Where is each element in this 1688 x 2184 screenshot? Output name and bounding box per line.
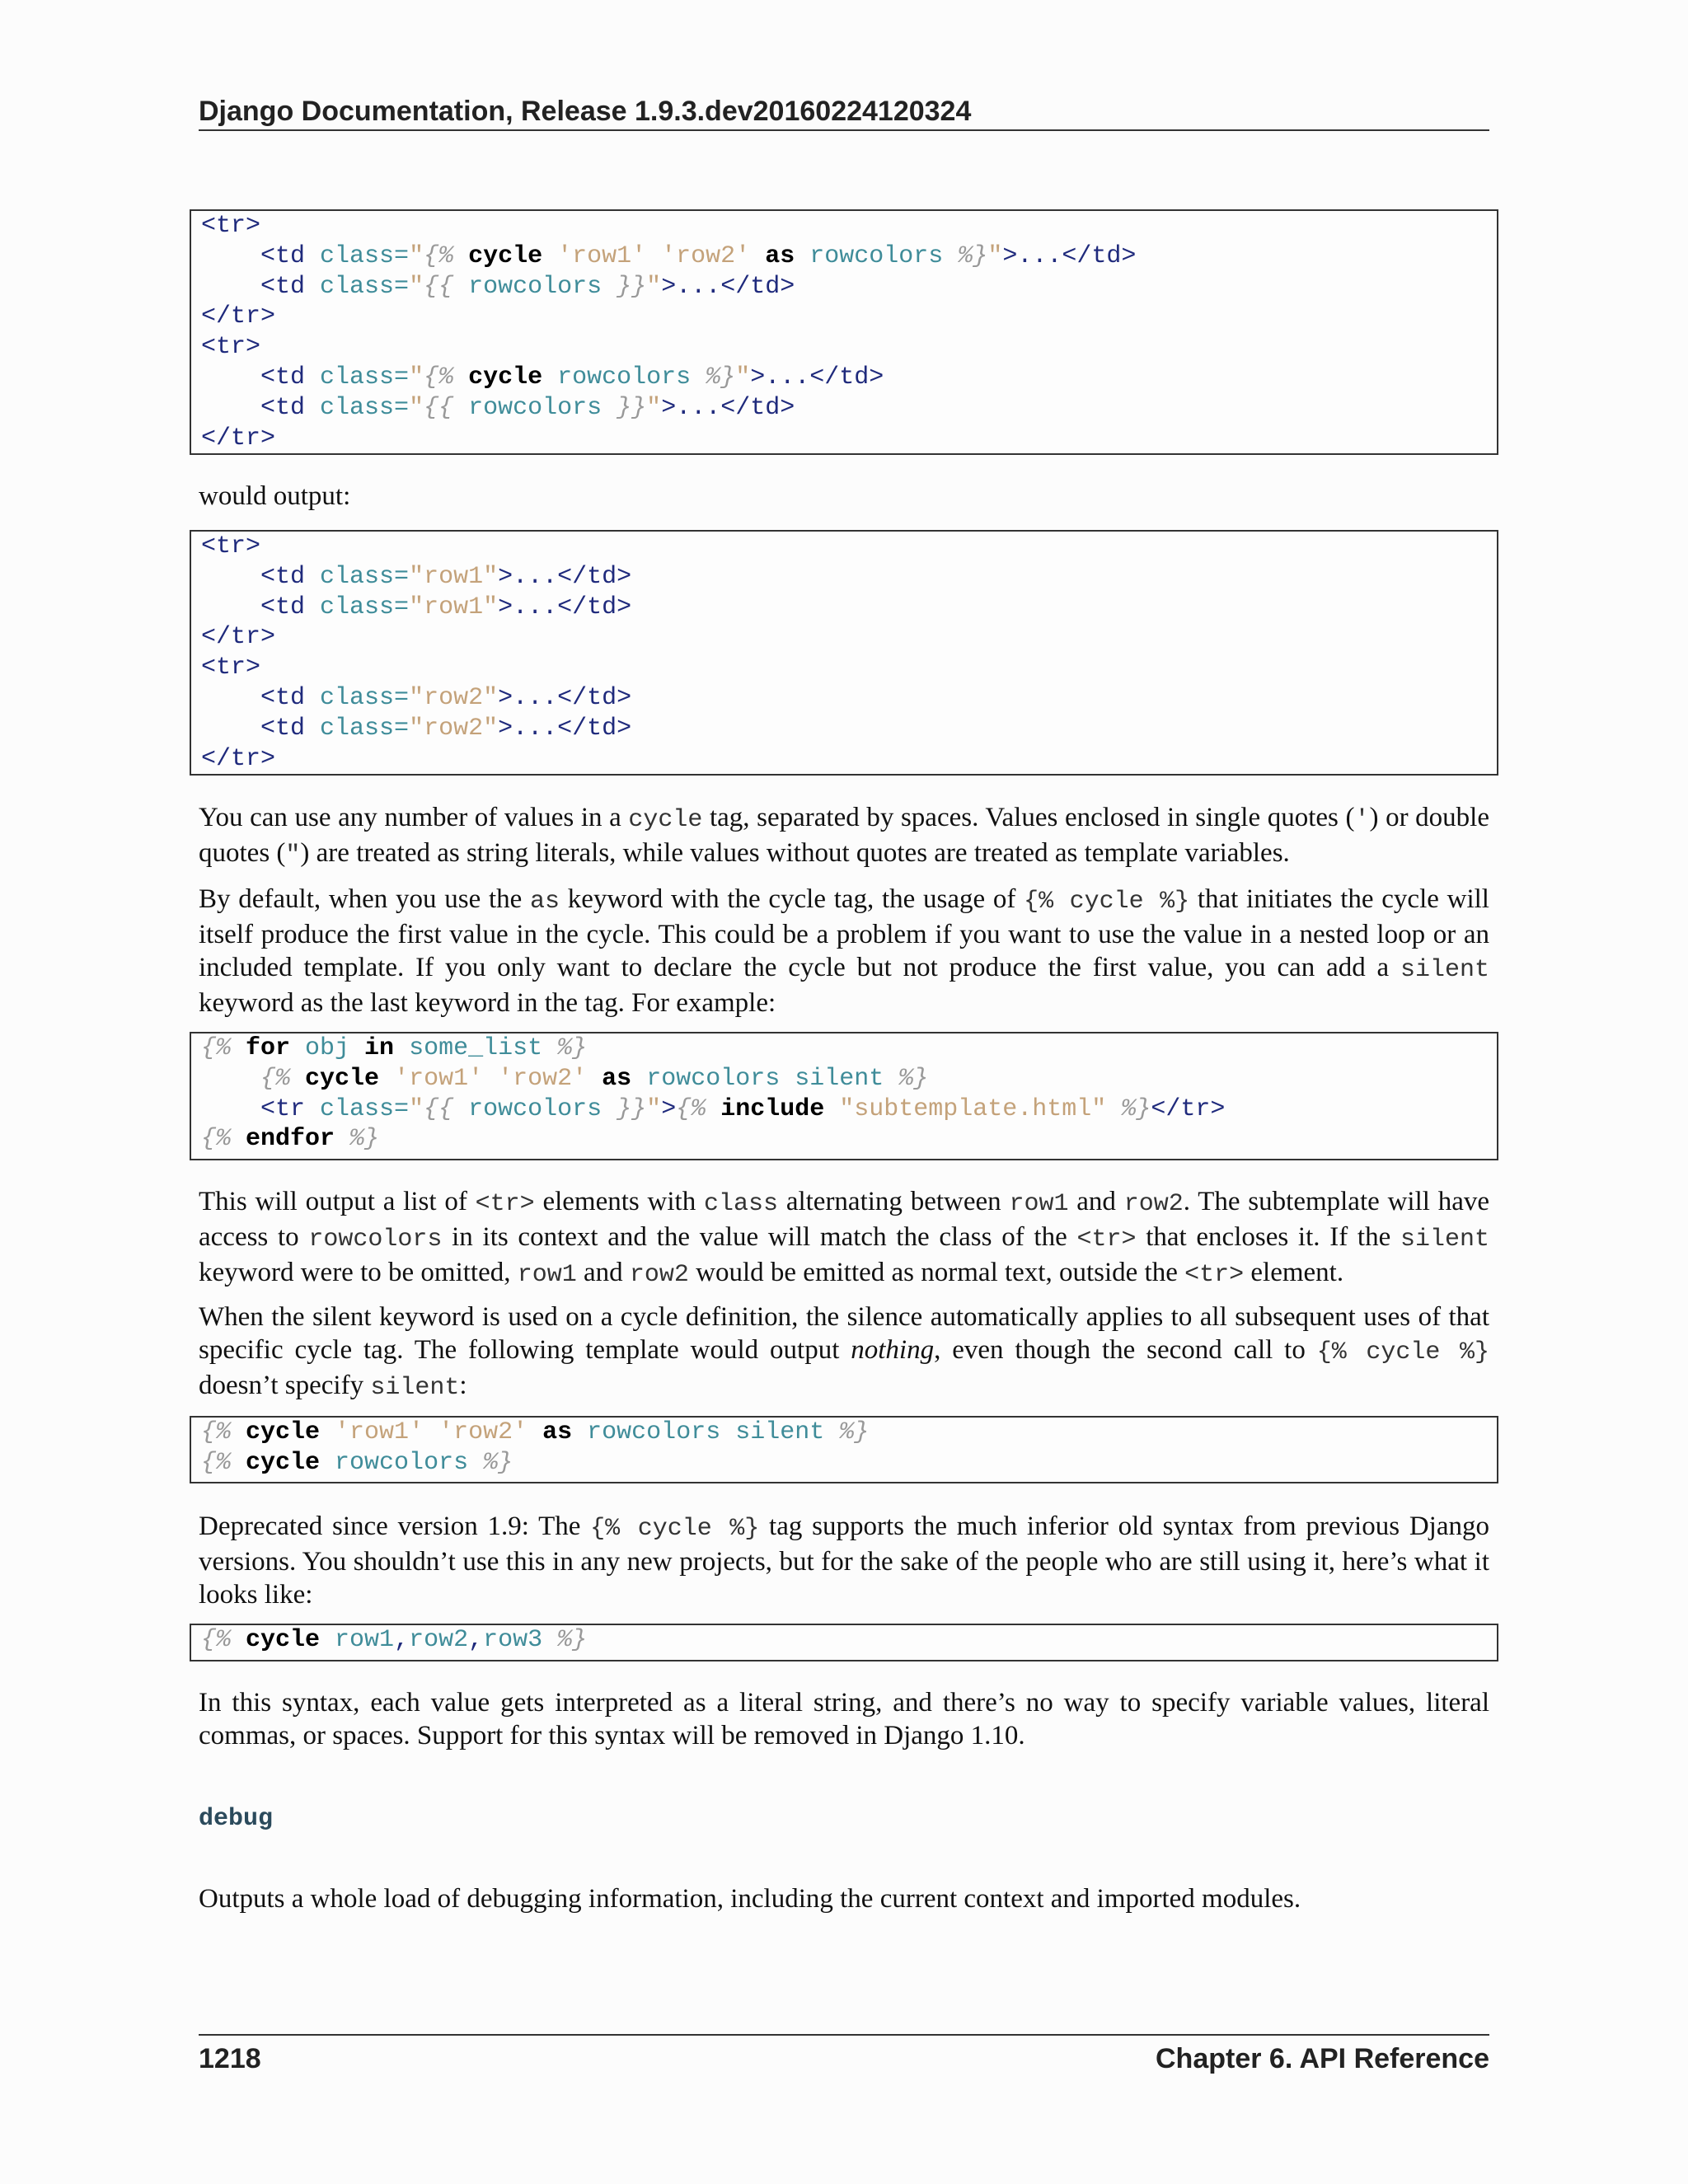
- code-token: class=: [305, 241, 410, 270]
- code-token: in: [349, 1034, 410, 1062]
- code-token: %}: [958, 241, 988, 270]
- code-token: {%: [201, 1034, 232, 1062]
- code-token: </tr>: [201, 424, 276, 452]
- code-token: [795, 242, 809, 270]
- code-token: {%: [424, 241, 454, 270]
- code-line: [201, 424, 1497, 454]
- code-token: <tr>: [201, 532, 261, 560]
- code-token: %}: [706, 363, 736, 391]
- code-token: silent: [735, 1418, 825, 1446]
- code-token: {{: [424, 393, 454, 422]
- code-token: ...: [513, 683, 558, 712]
- code-token: [587, 1065, 602, 1093]
- code-token: cycle: [290, 1064, 395, 1093]
- inline-code: ": [285, 841, 301, 869]
- code-token: <tr>: [201, 333, 261, 362]
- code-token: [201, 1095, 260, 1123]
- code-token: >: [750, 363, 766, 391]
- code-token: class=: [305, 1094, 410, 1123]
- text-run: keyword were to be omitted,: [199, 1258, 518, 1287]
- text-run: and: [576, 1258, 630, 1287]
- code-token: [201, 684, 260, 712]
- text-run: When the silent keyword is used on a cycle definition, the silence automatically applies to all subsequent uses of that specific cycle tag. The following template would output: [199, 1302, 1489, 1365]
- code-token: {{: [424, 272, 454, 301]
- code-token: ": [409, 241, 424, 270]
- text-run: and: [1068, 1187, 1124, 1216]
- code-token: rowcolors: [557, 363, 692, 391]
- inline-code: silent: [1400, 1226, 1489, 1254]
- text-run: tag supports the much inferior old syntax from previous Django versions. You shouldn’t use this in any new projects, but for the sake of the people who are still using it, here’s what it looks like:: [199, 1511, 1489, 1610]
- code-token: ,: [394, 1626, 410, 1654]
- code-token: ": [646, 393, 662, 422]
- code-token: >: [498, 593, 513, 621]
- code-token: [453, 273, 468, 301]
- code-block-silent-second-call: [190, 1416, 1498, 1483]
- code-token: 'row2': [438, 1418, 528, 1446]
- text-run: alternating between: [778, 1187, 1010, 1216]
- code-token: [646, 242, 661, 270]
- text-run: element.: [1244, 1258, 1344, 1287]
- code-token: ": [409, 363, 424, 391]
- text-run: elements with: [534, 1187, 704, 1216]
- inline-code: silent: [370, 1374, 460, 1402]
- inline-code: ': [1354, 806, 1370, 834]
- code-token: row1: [335, 1626, 395, 1654]
- code-token: [542, 1626, 557, 1654]
- paragraph-would-output: would output:: [199, 481, 351, 511]
- code-token: ": [987, 241, 1003, 270]
- chapter-title: Chapter 6. API Reference: [1156, 2043, 1489, 2074]
- code-token: [424, 1418, 438, 1446]
- code-token: ": [646, 272, 662, 301]
- code-line: [201, 714, 1497, 744]
- code-token: class=: [305, 393, 410, 422]
- code-token: row3: [483, 1626, 543, 1654]
- code-token: </td>: [557, 562, 632, 591]
- code-token: [943, 242, 958, 270]
- code-token: ...: [513, 714, 558, 743]
- code-token: {%: [260, 1064, 291, 1093]
- code-token: <td: [260, 241, 306, 270]
- code-token: cycle: [231, 1418, 335, 1446]
- code-token: as: [542, 1418, 573, 1446]
- code-token: [602, 1095, 617, 1123]
- code-token: [750, 242, 765, 270]
- code-token: %}: [557, 1034, 588, 1062]
- code-token: 'row1': [557, 241, 647, 270]
- code-token: 'row1': [335, 1418, 424, 1446]
- paragraph-debug: Outputs a whole load of debugging information, including the current context and imported modules.: [199, 1884, 1301, 1914]
- paragraph-cycle-values: [199, 801, 1489, 872]
- code-token: </tr>: [201, 744, 276, 773]
- paragraph-silent-definition: [199, 1301, 1489, 1404]
- code-token: {%: [676, 1094, 706, 1123]
- code-token: [691, 363, 706, 391]
- code-line: [201, 1448, 1497, 1479]
- code-token: cycle: [231, 1626, 335, 1654]
- code-token: class=: [305, 714, 410, 743]
- code-line: [201, 653, 1497, 683]
- text-run: This will output a list of: [199, 1187, 476, 1216]
- inline-code: <tr>: [1184, 1261, 1245, 1289]
- text-run: keyword with the cycle tag, the usage of: [560, 884, 1025, 914]
- code-token: %}: [483, 1448, 513, 1477]
- code-token: ": [735, 363, 751, 391]
- code-token: }}: [617, 1094, 647, 1123]
- code-token: [528, 1418, 542, 1446]
- code-token: ": [409, 272, 424, 301]
- code-line: [201, 241, 1497, 272]
- code-token: </td>: [720, 272, 795, 301]
- code-token: silent: [795, 1064, 884, 1093]
- code-token: rowcolors: [468, 272, 603, 301]
- code-token: "row2": [409, 714, 499, 743]
- paragraph-deprecated: [199, 1510, 1489, 1611]
- code-token: ...: [765, 363, 810, 391]
- code-token: rowcolors: [335, 1448, 469, 1477]
- code-token: %}: [557, 1626, 588, 1654]
- code-token: </td>: [557, 714, 632, 743]
- text-run: doesn’t specify: [199, 1371, 371, 1400]
- code-token: [201, 273, 260, 301]
- code-token: </tr>: [1151, 1094, 1226, 1123]
- code-block-silent: [190, 1032, 1498, 1160]
- code-token: {%: [424, 363, 454, 391]
- code-token: row2: [409, 1626, 469, 1654]
- code-token: cycle: [231, 1448, 335, 1477]
- code-token: class=: [305, 272, 410, 301]
- inline-code: cycle: [628, 806, 703, 834]
- code-token: [572, 1418, 587, 1446]
- code-block-cycle-as: [190, 209, 1498, 455]
- inline-code: <tr>: [1076, 1226, 1137, 1254]
- code-token: >: [498, 683, 513, 712]
- inline-code: row1: [517, 1261, 577, 1289]
- code-token: ": [409, 1094, 424, 1123]
- code-token: [780, 1065, 795, 1093]
- inline-code: class: [704, 1190, 779, 1218]
- code-token: class=: [305, 683, 410, 712]
- code-token: %}: [1121, 1094, 1151, 1123]
- inline-code: row2: [1123, 1190, 1184, 1218]
- code-token: for: [231, 1034, 306, 1062]
- code-token: [542, 1034, 557, 1062]
- code-token: [201, 563, 260, 591]
- code-token: <td: [260, 593, 306, 621]
- code-token: as: [602, 1064, 632, 1093]
- code-token: rowcolors: [587, 1418, 721, 1446]
- code-line: [201, 1094, 1497, 1125]
- code-line: [201, 302, 1497, 332]
- inline-code: row2: [629, 1261, 689, 1289]
- code-block-old-syntax: [190, 1624, 1498, 1661]
- code-line: [201, 593, 1497, 623]
- text-run: , even though the second call to: [934, 1335, 1317, 1365]
- inline-code: row1: [1009, 1190, 1069, 1218]
- code-token: [1106, 1095, 1121, 1123]
- code-token: ...: [676, 393, 721, 422]
- text-run: ) are treated as string literals, while values without quotes are treated as template variables.: [300, 838, 1290, 868]
- code-token: [201, 363, 260, 391]
- emphasis: nothing: [851, 1335, 935, 1365]
- code-line: [201, 1064, 1497, 1094]
- paragraph-old-syntax-note: In this syntax, each value gets interpreted as a literal string, and there’s no way to specify variable values, literal commas, or spaces. Support for this syntax will be removed in Django 1.10.: [199, 1688, 1489, 1750]
- code-token: </td>: [720, 393, 795, 422]
- code-line: [201, 562, 1497, 593]
- code-line: [201, 393, 1497, 424]
- code-token: [453, 1095, 468, 1123]
- running-header: Django Documentation, Release 1.9.3.dev20160224120324: [199, 96, 972, 127]
- text-run: By default, when you use the: [199, 884, 531, 914]
- code-token: </td>: [557, 683, 632, 712]
- inline-code: <tr>: [475, 1190, 535, 1218]
- code-token: ,: [468, 1626, 484, 1654]
- code-token: rowcolors: [809, 241, 944, 270]
- code-block-output: [190, 530, 1498, 776]
- code-line: [201, 1124, 1497, 1155]
- text-run: :: [459, 1371, 467, 1400]
- code-token: [884, 1065, 898, 1093]
- text-run: that encloses it. If the: [1136, 1222, 1400, 1252]
- code-token: ...: [513, 562, 558, 591]
- code-token: {%: [201, 1448, 232, 1477]
- header-rule: [199, 129, 1489, 131]
- code-token: {%: [201, 1125, 232, 1154]
- text-run: Deprecated since version 1.9: The: [199, 1511, 591, 1541]
- code-token: >: [1002, 241, 1018, 270]
- code-token: >: [661, 393, 677, 422]
- code-line: [201, 622, 1497, 653]
- code-token: <td: [260, 562, 306, 591]
- code-token: "row1": [409, 562, 499, 591]
- code-token: }}: [617, 393, 647, 422]
- code-token: >: [661, 1094, 677, 1123]
- code-token: <td: [260, 393, 306, 422]
- code-token: [201, 715, 260, 743]
- code-token: ": [409, 393, 424, 422]
- code-token: cycle: [453, 241, 558, 270]
- code-token: [453, 394, 468, 422]
- code-token: >: [661, 272, 677, 301]
- code-token: ...: [676, 272, 721, 301]
- page-number: 1218: [199, 2043, 261, 2074]
- code-token: [201, 593, 260, 621]
- code-token: [602, 394, 617, 422]
- paragraph-output-list: [199, 1185, 1489, 1291]
- text-run: You can use any number of values in a: [199, 803, 629, 832]
- code-token: <tr>: [201, 212, 261, 240]
- code-line: [201, 272, 1497, 302]
- text-run: ) or double quotes (: [199, 803, 1489, 868]
- code-token: [201, 1065, 260, 1093]
- code-line: [201, 363, 1497, 393]
- code-token: 'row2': [661, 241, 751, 270]
- code-line: [201, 532, 1497, 562]
- code-line: [201, 1418, 1497, 1448]
- code-token: </td>: [1062, 241, 1137, 270]
- code-token: ...: [513, 593, 558, 621]
- code-token: {{: [424, 1094, 454, 1123]
- code-token: some_list: [409, 1034, 543, 1062]
- inline-code: rowcolors: [308, 1226, 443, 1254]
- code-token: "subtemplate.html": [839, 1094, 1107, 1123]
- code-token: [201, 394, 260, 422]
- code-line: [201, 683, 1497, 714]
- code-token: class=: [305, 363, 410, 391]
- code-token: rowcolors: [468, 1094, 603, 1123]
- code-token: [483, 1065, 498, 1093]
- code-token: <tr>: [201, 654, 261, 682]
- code-token: <td: [260, 683, 306, 712]
- code-token: "row1": [409, 593, 499, 621]
- code-token: [824, 1418, 839, 1446]
- code-token: 'row2': [498, 1064, 588, 1093]
- code-token: %}: [349, 1125, 380, 1154]
- code-token: <tr: [260, 1094, 306, 1123]
- code-token: obj: [305, 1034, 350, 1062]
- code-line: [201, 211, 1497, 241]
- code-token: 'row1': [394, 1064, 484, 1093]
- code-line: [201, 332, 1497, 363]
- text-run: that initiates the cycle will itself produce the first value in the cycle. This could be a problem if you want to use the value in a nested loop or an included template. If you only want to declare the cycle but not produce the first value, you can add a: [199, 884, 1489, 982]
- code-token: [468, 1449, 483, 1477]
- code-token: [720, 1418, 735, 1446]
- code-token: "row2": [409, 683, 499, 712]
- code-token: >: [498, 562, 513, 591]
- code-token: endfor: [231, 1125, 350, 1154]
- code-token: <td: [260, 363, 306, 391]
- code-token: }}: [617, 272, 647, 301]
- text-run: . The subtemplate will have access to: [199, 1187, 1489, 1252]
- code-line: [201, 1625, 1497, 1656]
- text-run: would be emitted as normal text, outside the: [688, 1258, 1185, 1287]
- code-token: </td>: [557, 593, 632, 621]
- code-token: [201, 242, 260, 270]
- code-line: [201, 744, 1497, 775]
- inline-code: as: [530, 888, 560, 916]
- code-token: [602, 273, 617, 301]
- code-token: class=: [305, 593, 410, 621]
- text-run: in its context and the value will match the class of the: [442, 1222, 1077, 1252]
- code-token: <td: [260, 714, 306, 743]
- code-token: </tr>: [201, 623, 276, 652]
- inline-code: {% cycle %}: [1024, 888, 1190, 916]
- inline-code: {% cycle %}: [590, 1515, 760, 1543]
- code-line: [201, 1033, 1497, 1064]
- code-token: %}: [898, 1064, 929, 1093]
- code-token: ": [646, 1094, 662, 1123]
- code-token: [631, 1065, 646, 1093]
- inline-code: silent: [1400, 956, 1489, 984]
- footer-rule: [199, 2034, 1489, 2036]
- code-token: {%: [201, 1418, 232, 1446]
- code-token: include: [706, 1094, 840, 1123]
- code-token: rowcolors: [468, 393, 603, 422]
- code-token: rowcolors: [646, 1064, 781, 1093]
- code-token: >: [498, 714, 513, 743]
- paragraph-as-keyword: [199, 883, 1489, 1019]
- code-token: class=: [305, 562, 410, 591]
- code-token: </td>: [809, 363, 884, 391]
- code-token: <td: [260, 272, 306, 301]
- code-token: cycle: [453, 363, 558, 391]
- inline-code: {% cycle %}: [1316, 1338, 1489, 1366]
- text-run: keyword as the last keyword in the tag. For example:: [199, 988, 776, 1018]
- code-token: %}: [839, 1418, 870, 1446]
- code-token: </tr>: [201, 302, 276, 331]
- text-run: tag, separated by spaces. Values enclosed in single quotes (: [702, 803, 1355, 832]
- code-token: as: [765, 241, 795, 270]
- code-token: {%: [201, 1626, 232, 1654]
- section-title-debug[interactable]: debug: [199, 1805, 274, 1833]
- code-token: ...: [1017, 241, 1062, 270]
